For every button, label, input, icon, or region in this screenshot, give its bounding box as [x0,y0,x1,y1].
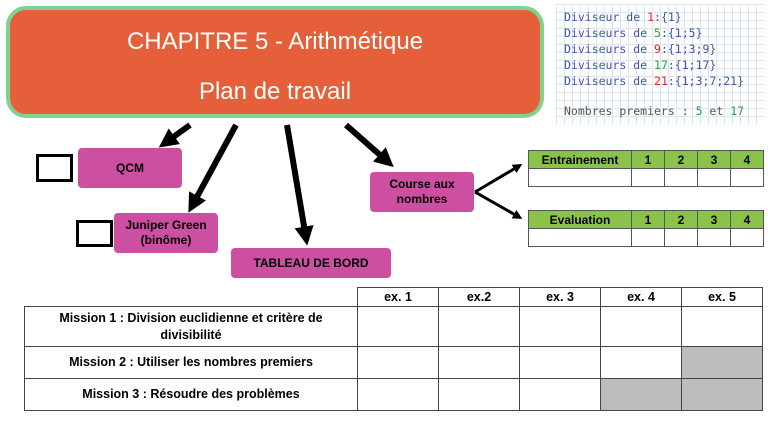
entrainement-cell[interactable] [731,169,764,187]
entrainement-label: Entrainement [529,151,632,169]
juniper-label: Juniper Green [125,218,207,232]
mission-3-label: Mission 3 : Résoudre des problèmes [25,379,358,411]
missions-corner [25,288,358,307]
evaluation-col: 3 [698,211,731,229]
note-line: Diviseurs de 9:{1;3;9} [564,42,717,56]
entrainement-col: 4 [731,151,764,169]
evaluation-cell[interactable] [731,229,764,247]
evaluation-col: 2 [665,211,698,229]
evaluation-col: 1 [632,211,665,229]
arrow-to-qcm [165,125,190,143]
mission-cell[interactable] [358,307,439,347]
mission-cell[interactable] [439,347,520,379]
qcm-checkbox[interactable] [36,154,73,182]
mission-cell[interactable] [601,307,682,347]
mission-2-label: Mission 2 : Utiliser les nombres premiers [25,347,358,379]
mission-1-label: Mission 1 : Division euclidienne et critère de divisibilité [25,307,358,347]
table-row [25,347,763,379]
missions-table [24,287,763,411]
mission-cell[interactable] [601,347,682,379]
entrainement-col: 3 [698,151,731,169]
entrainement-cell[interactable] [529,169,632,187]
mission-cell[interactable] [520,379,601,411]
mission-cell[interactable] [439,307,520,347]
tableau-box[interactable] [231,248,391,278]
missions-col-header: ex. 4 [601,288,682,307]
evaluation-cell[interactable] [665,229,698,247]
arrow-to-juniper [192,125,236,206]
missions-col-header: ex. 3 [520,288,601,307]
arrow-to-entrainement [475,166,519,192]
page-title: CHAPITRE 5 - Arithmétique [126,28,424,55]
course-sub-label: nombres [396,192,448,206]
entrainement-table [528,150,764,187]
tableau-label: TABLEAU DE BORD [253,255,369,270]
mission-cell-disabled [601,379,682,411]
missions-col-header: ex.2 [439,288,520,307]
arrow-to-evaluation [475,192,519,217]
qcm-label: QCM [116,160,144,175]
entrainement-cell[interactable] [665,169,698,187]
mission-cell[interactable] [358,379,439,411]
note-line: Diviseurs de 17:{1;17} [564,58,717,72]
juniper-sub-label: (binôme) [140,233,192,247]
mission-cell-disabled [682,379,763,411]
mission-cell[interactable] [358,347,439,379]
mission-cell[interactable] [682,307,763,347]
table-row [25,307,763,347]
evaluation-col: 4 [731,211,764,229]
entrainement-cell[interactable] [698,169,731,187]
course-label: Course aux [389,177,455,191]
page-subtitle: Plan de travail [198,78,352,105]
missions-col-header: ex. 1 [358,288,439,307]
table-row [25,379,763,411]
missions-col-header: ex. 5 [682,288,763,307]
note-line: Diviseurs de 21:{1;3;7;21} [564,74,745,88]
entrainement-col: 1 [632,151,665,169]
mission-cell[interactable] [439,379,520,411]
arrow-to-course [346,125,388,162]
evaluation-cell[interactable] [698,229,731,247]
evaluation-label: Evaluation [529,211,632,229]
primes-line: Nombres premiers : 5 et 17 [564,104,745,118]
mission-cell[interactable] [520,307,601,347]
entrainement-col: 2 [665,151,698,169]
juniper-box[interactable] [114,213,218,253]
evaluation-cell[interactable] [632,229,665,247]
entrainement-cell[interactable] [632,169,665,187]
evaluation-table [528,210,764,247]
note-line: Diviseurs de 5:{1;5} [564,26,703,40]
mission-cell[interactable] [520,347,601,379]
evaluation-cell[interactable] [529,229,632,247]
mission-cell-disabled [682,347,763,379]
note-line: Diviseur de 1:{1} [564,10,682,24]
course-box[interactable] [370,172,474,212]
arrow-to-tableau [287,125,306,238]
juniper-checkbox[interactable] [76,220,113,247]
qcm-box[interactable] [78,148,182,188]
